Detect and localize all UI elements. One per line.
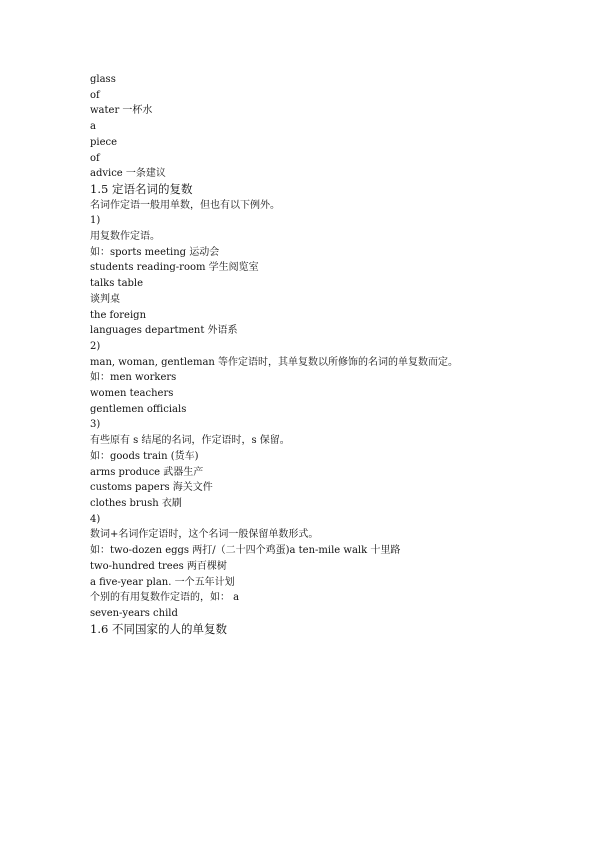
text-line: water 一杯水 bbox=[90, 105, 153, 117]
example-line: 如：goods train (货车) bbox=[90, 450, 199, 462]
example-line: women teachers bbox=[90, 388, 174, 400]
example-line: languages department 外语系 bbox=[90, 325, 238, 337]
text-line: 用复数作定语。 bbox=[90, 231, 160, 243]
text-line: advice 一条建议 bbox=[90, 168, 166, 180]
example-line: clothes brush 衣刷 bbox=[90, 497, 182, 509]
text-line: 有些原有 s 结尾的名词，作定语时，s 保留。 bbox=[90, 435, 290, 447]
example-line: seven-years child bbox=[90, 607, 178, 619]
text-line: piece bbox=[90, 136, 118, 148]
text-line: 个别的有用复数作定语的，如： a bbox=[90, 592, 240, 604]
section-heading: 1.5 定语名词的复数 bbox=[90, 181, 193, 196]
example-line: gentlemen officials bbox=[90, 403, 187, 415]
text-line: man, woman, gentleman 等作定语时，其单复数以所修饰的名词的单复数而定。 bbox=[90, 356, 459, 368]
text-line: 数词+名词作定语时，这个名词一般保留单数形式。 bbox=[90, 529, 319, 541]
document-body bbox=[90, 72, 570, 637]
list-number: 3) bbox=[90, 419, 101, 431]
example-line: 谈判桌 bbox=[90, 293, 120, 305]
list-number: 1) bbox=[90, 215, 101, 227]
example-line: 如：two-dozen eggs 两打/（二十四个鸡蛋)a ten-mile walk 十里路 bbox=[90, 545, 401, 557]
example-line: a five-year plan. 一个五年计划 bbox=[90, 576, 235, 588]
text-line: of bbox=[90, 152, 100, 164]
example-line: customs papers 海关文件 bbox=[90, 482, 213, 494]
list-number: 4) bbox=[90, 513, 101, 525]
example-line: talks table bbox=[90, 278, 144, 290]
list-number: 2) bbox=[90, 340, 101, 352]
example-line: two-hundred trees 两百棵树 bbox=[90, 560, 227, 572]
example-line: arms produce 武器生产 bbox=[90, 466, 204, 478]
example-line: students reading-room 学生阅览室 bbox=[90, 262, 259, 274]
text-line: glass bbox=[90, 74, 116, 85]
example-line: 如：sports meeting 运动会 bbox=[90, 246, 220, 258]
text-line: 名词作定语一般用单数，但也有以下例外。 bbox=[90, 199, 280, 211]
section-heading: 1.6 不同国家的人的单复数 bbox=[90, 621, 227, 636]
text-line: a bbox=[90, 121, 96, 133]
example-line: 如：men workers bbox=[90, 372, 177, 384]
example-line: the foreign bbox=[90, 309, 147, 321]
text-line: of bbox=[90, 89, 100, 101]
